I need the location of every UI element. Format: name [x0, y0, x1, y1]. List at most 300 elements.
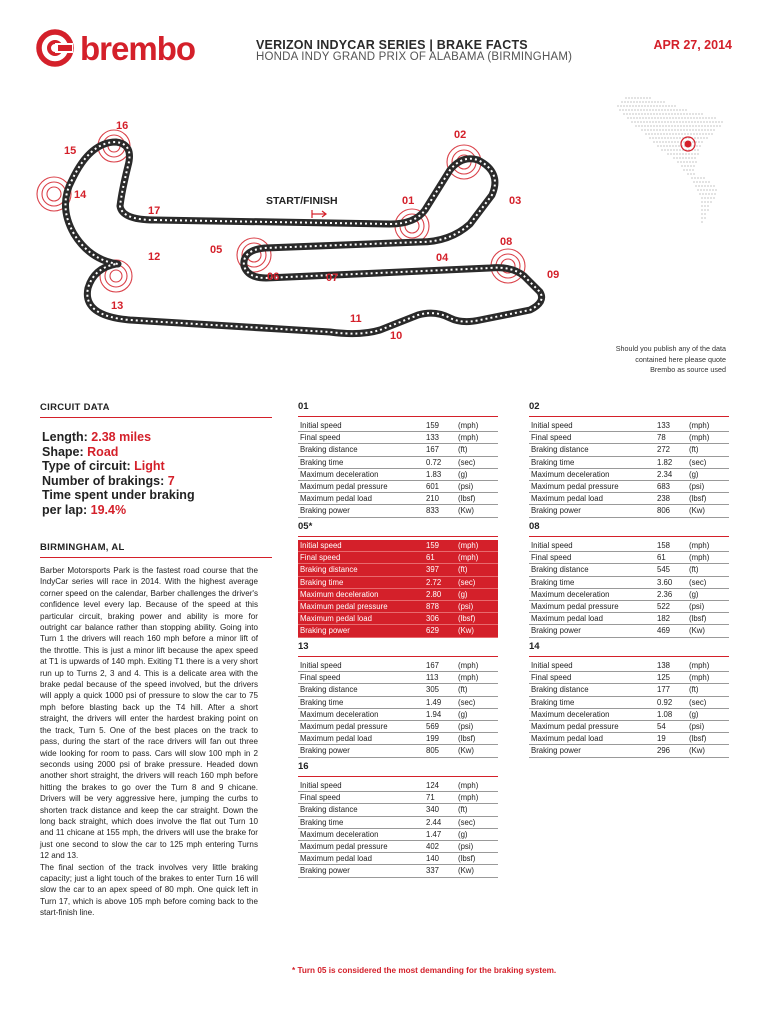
braking-panel-08	[529, 521, 729, 638]
map-dot	[661, 137, 663, 139]
brembo-logo	[36, 28, 226, 68]
map-dot	[677, 141, 679, 143]
map-dot	[655, 109, 657, 111]
map-dot	[701, 201, 703, 203]
map-dot	[686, 125, 688, 127]
map-dot	[715, 189, 717, 191]
metric-label: Braking time	[298, 576, 424, 588]
metric-value: 1.08	[655, 708, 687, 720]
metric-unit: (psi)	[687, 601, 729, 613]
map-dot	[677, 129, 679, 131]
metric-label: Initial speed	[298, 420, 424, 432]
metric-unit: (ft)	[456, 804, 498, 816]
metric-value: 2.72	[424, 576, 456, 588]
map-dot	[639, 117, 641, 119]
map-dot	[639, 101, 641, 103]
map-dot	[682, 121, 684, 123]
metric-unit: (mph)	[687, 420, 729, 432]
map-dot	[695, 185, 697, 187]
map-dot	[667, 137, 669, 139]
map-dot	[671, 141, 673, 143]
metric-value: 2.44	[424, 816, 456, 828]
map-dot	[665, 105, 667, 107]
map-dot	[644, 113, 646, 115]
metric-label: Final speed	[298, 552, 424, 564]
map-dot	[633, 101, 635, 103]
metric-unit: (mph)	[456, 540, 498, 552]
table-row	[298, 745, 498, 757]
turn-label: 16	[116, 120, 129, 132]
braking-table	[298, 540, 498, 638]
map-dot	[678, 145, 680, 147]
metric-unit: (g)	[456, 588, 498, 600]
braking-panel-16	[298, 761, 498, 878]
map-dot	[641, 129, 643, 131]
map-dot	[646, 121, 648, 123]
metric-value: 833	[424, 505, 456, 517]
table-row	[298, 613, 498, 625]
map-dot	[646, 109, 648, 111]
map-dot	[690, 165, 692, 167]
map-dot	[693, 181, 695, 183]
map-dot	[701, 129, 703, 131]
map-dot	[696, 133, 698, 135]
table-row	[298, 780, 498, 792]
turn-label: 17	[148, 205, 161, 217]
metric-value: 469	[655, 625, 687, 637]
map-dot	[712, 189, 714, 191]
map-dot	[660, 117, 662, 119]
paragraph: The final section of the track involves very little braking capacity; just a light touch of the brakes to enter Turn 16 will slow the car to an apex speed of 80 mph. One quick left in Turn 17, which is above 105 mph before coming back to the start-finish line.	[40, 862, 258, 918]
table-row	[298, 456, 498, 468]
map-dot	[703, 177, 705, 179]
metric-unit: (g)	[456, 828, 498, 840]
map-dot	[689, 169, 691, 171]
metric-value: 54	[655, 721, 687, 733]
map-dot	[671, 129, 673, 131]
track-map	[30, 110, 560, 350]
turn-label: 01	[402, 195, 415, 207]
map-dot	[675, 133, 677, 135]
table-row	[298, 672, 498, 684]
map-dot	[685, 109, 687, 111]
map-dot	[665, 129, 667, 131]
map-dot	[660, 133, 662, 135]
map-dot	[665, 141, 667, 143]
panel-title: 14	[529, 641, 729, 657]
map-dot	[650, 129, 652, 131]
metric-label: Maximum pedal load	[529, 733, 655, 745]
map-dot	[706, 121, 708, 123]
map-dot	[685, 157, 687, 159]
table-row	[529, 733, 729, 745]
metric-value: 125	[655, 672, 687, 684]
map-dot	[671, 125, 673, 127]
metric-unit: (sec)	[687, 696, 729, 708]
turn-label: 02	[454, 129, 467, 141]
metric-label: Initial speed	[529, 420, 655, 432]
map-dot	[629, 105, 631, 107]
metric-value: 569	[424, 721, 456, 733]
map-dot	[687, 173, 689, 175]
metric-value: 138	[655, 660, 687, 672]
metric-unit: (Kw)	[456, 745, 498, 757]
map-dot	[706, 137, 708, 139]
map-dot	[660, 101, 662, 103]
map-dot	[656, 141, 658, 143]
metric-unit: (mph)	[687, 660, 729, 672]
map-dot	[670, 121, 672, 123]
table-row	[529, 625, 729, 637]
metric-label: Maximum deceleration	[298, 468, 424, 480]
map-dot	[659, 141, 661, 143]
metric-label: Final speed	[298, 792, 424, 804]
source-quote: Should you publish any of the data contained here please quote Brembo as source used	[615, 344, 726, 374]
map-dot	[663, 145, 665, 147]
metric-value: 402	[424, 841, 456, 853]
table-row	[529, 552, 729, 564]
metric-unit: (Kw)	[456, 865, 498, 877]
table-row	[298, 468, 498, 480]
birmingham-description	[40, 565, 258, 919]
map-dot	[655, 121, 657, 123]
metric-label: Final speed	[298, 672, 424, 684]
map-dot	[714, 193, 716, 195]
map-dot	[697, 153, 699, 155]
metric-value: 133	[424, 432, 456, 444]
map-dot	[668, 125, 670, 127]
metric-unit: (mph)	[456, 672, 498, 684]
table-row	[529, 672, 729, 684]
turn-label: 03	[509, 195, 522, 207]
map-dot	[702, 117, 704, 119]
map-dot	[680, 161, 682, 163]
map-dot	[694, 121, 696, 123]
map-dot	[693, 165, 695, 167]
map-dot	[668, 105, 670, 107]
map-dot	[649, 109, 651, 111]
map-dot	[710, 129, 712, 131]
map-dot	[707, 197, 709, 199]
map-dot	[662, 125, 664, 127]
metric-label: Braking power	[298, 745, 424, 757]
metric-unit: (Kw)	[687, 505, 729, 517]
table-row	[298, 816, 498, 828]
metric-unit: (sec)	[456, 576, 498, 588]
map-dot	[658, 121, 660, 123]
map-dot	[636, 101, 638, 103]
metric-value: 296	[655, 745, 687, 757]
map-dot	[654, 133, 656, 135]
table-row	[298, 601, 498, 613]
metric-unit: (ft)	[456, 444, 498, 456]
table-row	[529, 420, 729, 432]
map-dot	[657, 117, 659, 119]
metric-label: Braking power	[298, 505, 424, 517]
footnote: * Turn 05 is considered the most demanding for the braking system.	[292, 966, 557, 975]
map-dot	[704, 205, 706, 207]
table-row	[529, 505, 729, 517]
map-dot	[689, 113, 691, 115]
map-dot	[679, 137, 681, 139]
table-row	[529, 601, 729, 613]
map-dot	[687, 133, 689, 135]
metric-unit: (Kw)	[456, 505, 498, 517]
metric-label: Braking distance	[298, 564, 424, 576]
track-line	[65, 142, 541, 334]
map-dot	[711, 193, 713, 195]
map-dot	[699, 181, 701, 183]
map-dot	[627, 101, 629, 103]
metric-value: 1.47	[424, 828, 456, 840]
map-dot	[708, 117, 710, 119]
map-dot	[703, 137, 705, 139]
map-dot	[644, 129, 646, 131]
map-dot	[683, 169, 685, 171]
map-dot	[709, 189, 711, 191]
map-dot	[701, 205, 703, 207]
map-dot	[632, 113, 634, 115]
map-dot	[650, 125, 652, 127]
map-dot	[628, 109, 630, 111]
metric-value: 19	[655, 733, 687, 745]
map-dot	[702, 193, 704, 195]
map-dot	[675, 145, 677, 147]
metric-label: Maximum pedal load	[298, 733, 424, 745]
map-dot	[654, 101, 656, 103]
map-dot	[701, 217, 703, 219]
metric-unit: (mph)	[687, 540, 729, 552]
map-dot	[687, 165, 689, 167]
map-dot	[657, 101, 659, 103]
map-dot	[648, 101, 650, 103]
map-dot	[667, 153, 669, 155]
map-dot	[624, 101, 626, 103]
map-dot	[678, 117, 680, 119]
map-dot	[661, 121, 663, 123]
map-dot	[674, 105, 676, 107]
metric-value: 305	[424, 684, 456, 696]
map-dot	[699, 145, 701, 147]
table-row	[298, 564, 498, 576]
map-dot	[705, 133, 707, 135]
map-dot	[659, 113, 661, 115]
map-dot	[636, 117, 638, 119]
map-dot	[684, 117, 686, 119]
metric-value: 0.72	[424, 456, 456, 468]
map-dot	[648, 133, 650, 135]
brembo-disc-icon	[39, 32, 73, 64]
map-dot	[631, 97, 633, 99]
map-dot	[673, 109, 675, 111]
map-dot	[659, 129, 661, 131]
map-dot	[694, 149, 696, 151]
braking-table	[529, 540, 729, 638]
metric-value: 1.83	[424, 468, 456, 480]
map-dot	[662, 105, 664, 107]
map-dot	[680, 125, 682, 127]
map-dot	[686, 169, 688, 171]
header-subtitle: HONDA INDY GRAND PRIX OF ALABAMA (BIRMINGHAM)	[256, 51, 573, 63]
map-dot	[637, 109, 639, 111]
map-dot	[713, 125, 715, 127]
braking-table	[529, 420, 729, 518]
birmingham-title: BIRMINGHAM, AL	[40, 542, 272, 558]
turn-label: 10	[390, 330, 403, 342]
map-dot	[675, 117, 677, 119]
map-dot	[715, 121, 717, 123]
map-dot	[665, 113, 667, 115]
metric-unit: (ft)	[687, 444, 729, 456]
turn-label: 14	[74, 189, 87, 201]
map-dot	[638, 125, 640, 127]
metric-unit: (psi)	[456, 841, 498, 853]
map-dot	[679, 109, 681, 111]
turn-label: 09	[547, 269, 560, 281]
map-dot	[701, 113, 703, 115]
map-dot	[704, 129, 706, 131]
metric-value: 158	[655, 540, 687, 552]
metric-label: Maximum pedal pressure	[298, 721, 424, 733]
table-row	[298, 444, 498, 456]
metric-value: 71	[424, 792, 456, 804]
map-dot	[644, 125, 646, 127]
map-dot	[704, 125, 706, 127]
map-dot	[651, 133, 653, 135]
map-dot	[704, 185, 706, 187]
map-dot	[670, 109, 672, 111]
metric-unit: (g)	[456, 468, 498, 480]
metric-value: 397	[424, 564, 456, 576]
map-dot	[707, 201, 709, 203]
map-dot	[662, 129, 664, 131]
metric-value: 61	[424, 552, 456, 564]
map-dot	[692, 125, 694, 127]
map-dot	[649, 137, 651, 139]
metric-label: Final speed	[298, 432, 424, 444]
map-dot	[691, 157, 693, 159]
metric-label: Braking time	[298, 696, 424, 708]
map-dot	[635, 125, 637, 127]
braking-table	[298, 660, 498, 758]
map-dot	[694, 137, 696, 139]
map-dot	[687, 117, 689, 119]
metric-label: Braking power	[529, 505, 655, 517]
panel-title: 08	[529, 521, 729, 537]
map-dot	[641, 125, 643, 127]
map-dot	[674, 125, 676, 127]
map-dot	[701, 213, 703, 215]
metric-value: 306	[424, 613, 456, 625]
map-dot	[656, 125, 658, 127]
metric-unit: (mph)	[456, 552, 498, 564]
table-row	[529, 481, 729, 493]
map-dot	[653, 129, 655, 131]
map-dot	[653, 113, 655, 115]
metric-label: Final speed	[529, 552, 655, 564]
map-dot	[663, 117, 665, 119]
table-row	[529, 660, 729, 672]
map-dot	[683, 161, 685, 163]
map-dot	[623, 113, 625, 115]
metric-label: Initial speed	[298, 540, 424, 552]
table-row	[298, 576, 498, 588]
map-dot	[670, 153, 672, 155]
map-dot	[716, 125, 718, 127]
map-dot	[694, 157, 696, 159]
panel-title: 05*	[298, 521, 498, 537]
map-dot	[622, 109, 624, 111]
table-row	[298, 865, 498, 877]
map-dot	[637, 97, 639, 99]
map-dot	[698, 113, 700, 115]
map-dot	[672, 133, 674, 135]
metric-unit: (mph)	[456, 660, 498, 672]
map-dot	[652, 109, 654, 111]
metric-label: Maximum deceleration	[298, 708, 424, 720]
map-dot	[700, 137, 702, 139]
metric-label: Initial speed	[529, 660, 655, 672]
metric-unit: (lbsf)	[456, 853, 498, 865]
metric-label: Final speed	[529, 672, 655, 684]
map-dot	[686, 161, 688, 163]
map-dot	[680, 113, 682, 115]
map-dot	[693, 173, 695, 175]
metric-unit: (ft)	[687, 684, 729, 696]
map-dot	[696, 181, 698, 183]
metric-value: 545	[655, 564, 687, 576]
map-dot	[638, 105, 640, 107]
map-dot	[710, 185, 712, 187]
map-dot	[673, 153, 675, 155]
table-row	[529, 444, 729, 456]
map-dot	[660, 145, 662, 147]
map-dot	[645, 133, 647, 135]
map-dot	[669, 133, 671, 135]
map-dot	[703, 121, 705, 123]
map-dot	[719, 125, 721, 127]
map-dot	[684, 165, 686, 167]
map-dot	[628, 97, 630, 99]
map-dot	[643, 121, 645, 123]
map-dot	[679, 149, 681, 151]
map-dot	[701, 197, 703, 199]
braking-panel-13	[298, 641, 498, 758]
metric-label: Maximum deceleration	[529, 708, 655, 720]
map-dot	[652, 137, 654, 139]
map-dot	[672, 117, 674, 119]
map-dot	[694, 153, 696, 155]
metric-value: 210	[424, 493, 456, 505]
map-dot	[690, 133, 692, 135]
map-dot	[662, 141, 664, 143]
map-dot	[705, 193, 707, 195]
map-dot	[709, 121, 711, 123]
map-dot	[648, 117, 650, 119]
metric-value: 167	[424, 660, 456, 672]
map-dot	[625, 97, 627, 99]
metric-value: 238	[655, 493, 687, 505]
map-dot	[655, 137, 657, 139]
metric-unit: (mph)	[456, 792, 498, 804]
panel-title: 16	[298, 761, 498, 777]
map-dot	[714, 117, 716, 119]
map-dot	[676, 109, 678, 111]
map-dot	[695, 113, 697, 115]
map-dot	[630, 101, 632, 103]
map-dot	[627, 117, 629, 119]
metric-unit: (lbsf)	[687, 733, 729, 745]
